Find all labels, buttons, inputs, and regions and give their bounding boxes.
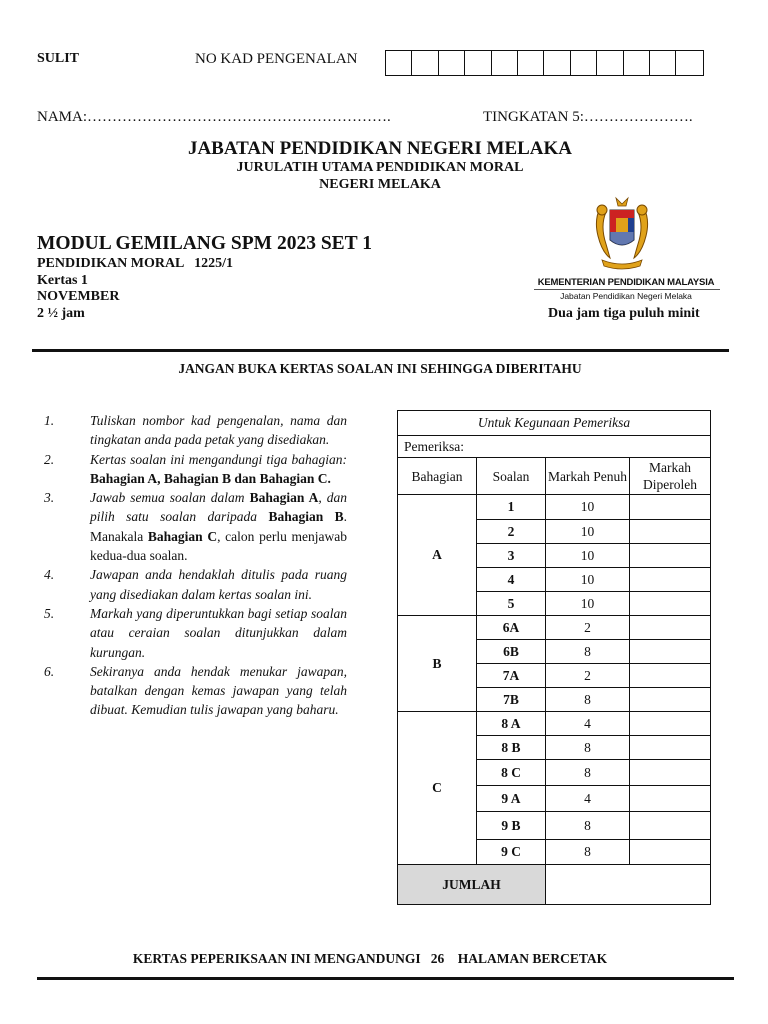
instruction-item: [37, 450, 347, 489]
instruction-text: [90, 565, 347, 604]
sulit-label: SULIT: [37, 51, 80, 66]
instruction-bold-text: Bahagian B: [268, 509, 344, 525]
instruction-bold-text: Bahagian A: [249, 490, 319, 506]
question-cell: 3: [477, 544, 546, 568]
instruction-text-part: Jawab semua soalan dalam: [90, 490, 250, 506]
obtained-marks-cell[interactable]: [630, 495, 711, 520]
ic-box[interactable]: [571, 51, 597, 75]
question-cell: 9 B: [477, 812, 546, 840]
table-row: [398, 616, 711, 640]
full-marks-cell: 8: [546, 640, 630, 664]
table-row: [398, 712, 711, 736]
question-cell: 9 A: [477, 786, 546, 812]
full-marks-cell: 8: [546, 760, 630, 786]
subject-code: PENDIDIKAN MORAL 1225/1: [37, 256, 234, 271]
question-cell: 6A: [477, 616, 546, 640]
question-cell: 8 C: [477, 760, 546, 786]
duration-words: Dua jam tiga puluh minit: [548, 306, 700, 321]
form-field: TINGKATAN 5:………………….: [483, 109, 693, 125]
obtained-marks-cell[interactable]: [630, 840, 711, 865]
instruction-number: 4.: [44, 567, 55, 583]
instruction-bold-text: Bahagian C: [147, 528, 218, 544]
question-cell: 7A: [477, 664, 546, 688]
obtained-marks-cell[interactable]: [630, 812, 711, 840]
malaysia-coat-of-arms-logo: [580, 196, 664, 277]
instruction-text-part: Sekiranya anda hendak menukar jawapan, batalkan dengan kemas jawapan yang telah dibuat. Kemudian tulis jawapan yang baharu.: [90, 663, 347, 718]
full-marks-cell: 2: [546, 616, 630, 640]
ministry-name: KEMENTERIAN PENDIDIKAN MALAYSIA: [537, 277, 715, 288]
department-title: JABATAN PENDIDIKAN NEGERI MELAKA: [187, 138, 573, 159]
exam-month: NOVEMBER: [37, 289, 120, 304]
paper-number: Kertas 1: [37, 273, 88, 288]
col-header-soalan: Soalan: [477, 458, 546, 495]
col-header-markah-penuh: Markah Penuh: [546, 458, 630, 495]
duration: 2 ½ jam: [37, 306, 85, 321]
department-name: Jabatan Pendidikan Negeri Melaka: [560, 291, 692, 301]
ic-box[interactable]: [676, 51, 702, 75]
obtained-marks-cell[interactable]: [630, 688, 711, 712]
instruction-text-part: , calon perlu menjawab kedua-dua soalan.: [90, 528, 347, 564]
subtitle-line-1: JURULATIH UTAMA PENDIDIKAN MORAL: [236, 160, 524, 175]
instruction-item: [37, 411, 347, 450]
instruction-text: [90, 662, 347, 720]
obtained-marks-cell[interactable]: [630, 592, 711, 616]
total-value-cell[interactable]: [546, 865, 711, 905]
instruction-text-part: Tuliskan nombor kad pengenalan, nama dan tingkatan anda pada petak yang disediakan.: [90, 413, 347, 448]
instruction-bold-text: Bahagian A, Bahagian B dan Bahagian C.: [90, 470, 331, 486]
instruction-number: 6.: [44, 663, 55, 679]
question-cell: 8 B: [477, 736, 546, 760]
ic-box[interactable]: [597, 51, 623, 75]
ic-number-label: NO KAD PENGENALAN: [195, 51, 358, 67]
ic-box[interactable]: [624, 51, 650, 75]
instruction-text: [90, 604, 347, 662]
instruction-text-part: Markah yang diperuntukkan bagi setiap soalan atau ceraian soalan ditunjukkan dalam kurungan.: [90, 605, 347, 660]
ic-box[interactable]: [544, 51, 570, 75]
ic-box[interactable]: [465, 51, 491, 75]
subtitle-line-2: NEGERI MELAKA: [319, 177, 441, 192]
examiner-field: Pemeriksa:: [398, 436, 711, 458]
full-marks-cell: 4: [546, 786, 630, 812]
examiner-marks-table: [397, 410, 711, 905]
question-cell: 8 A: [477, 712, 546, 736]
question-cell: 9 C: [477, 840, 546, 865]
full-marks-cell: 8: [546, 736, 630, 760]
logo-divider: [534, 289, 720, 290]
instruction-item: [37, 488, 347, 565]
section-cell: A: [398, 495, 477, 616]
ic-box[interactable]: [412, 51, 438, 75]
ic-number-boxes[interactable]: [385, 50, 704, 76]
obtained-marks-cell[interactable]: [630, 520, 711, 544]
full-marks-cell: 2: [546, 664, 630, 688]
question-cell: 7B: [477, 688, 546, 712]
question-cell: 5: [477, 592, 546, 616]
instruction-text: [90, 450, 347, 489]
full-marks-cell: 10: [546, 495, 630, 520]
obtained-marks-cell[interactable]: [630, 664, 711, 688]
name-field: NAMA:…………………………………………………….: [37, 109, 391, 125]
page-count-footer: KERTAS PEPERIKSAAN INI MENGANDUNGI 26 HALAMAN BERCETAK: [132, 951, 608, 966]
instruction-text: [90, 411, 347, 450]
ic-box[interactable]: [650, 51, 676, 75]
instruction-text-part: . Manakala: [90, 509, 348, 544]
warning-text: JANGAN BUKA KERTAS SOALAN INI SEHINGGA DIBERITAHU: [178, 361, 582, 376]
ic-box[interactable]: [492, 51, 518, 75]
section-cell: C: [398, 712, 477, 865]
obtained-marks-cell[interactable]: [630, 544, 711, 568]
question-cell: 1: [477, 495, 546, 520]
table-title: Untuk Kegunaan Pemeriksa: [398, 411, 711, 436]
module-title: MODUL GEMILANG SPM 2023 SET 1: [37, 233, 372, 254]
full-marks-cell: 10: [546, 568, 630, 592]
full-marks-cell: 10: [546, 544, 630, 568]
obtained-marks-cell[interactable]: [630, 760, 711, 786]
col-header-bahagian: Bahagian: [398, 458, 477, 495]
instruction-item: [37, 662, 347, 720]
instructions-list: [37, 411, 347, 720]
instruction-number: 3.: [44, 490, 55, 506]
obtained-marks-cell[interactable]: [630, 736, 711, 760]
instruction-text-part: Jawapan anda hendaklah ditulis pada ruang yang disediakan dalam kertas soalan ini.: [90, 567, 347, 602]
section-cell: B: [398, 616, 477, 712]
table-row: [398, 495, 711, 520]
col-header-markah-diperoleh: Markah Diperoleh: [630, 458, 711, 495]
obtained-marks-cell[interactable]: [630, 616, 711, 640]
ic-box[interactable]: [439, 51, 465, 75]
question-cell: 2: [477, 520, 546, 544]
bottom-divider: [37, 977, 734, 980]
instruction-text: [90, 488, 347, 565]
obtained-marks-cell[interactable]: [630, 640, 711, 664]
full-marks-cell: 10: [546, 520, 630, 544]
instruction-item: [37, 604, 347, 662]
instruction-number: 1.: [44, 413, 55, 428]
instruction-text-part: Kertas soalan ini mengandungi tiga bahagian:: [90, 451, 347, 467]
full-marks-cell: 8: [546, 688, 630, 712]
obtained-marks-cell[interactable]: [630, 568, 711, 592]
full-marks-cell: 8: [546, 840, 630, 865]
top-divider: [32, 349, 729, 352]
ic-box[interactable]: [518, 51, 544, 75]
total-label: JUMLAH: [398, 865, 546, 905]
instruction-number: 2.: [44, 451, 55, 467]
instruction-number: 5.: [44, 605, 55, 621]
full-marks-cell: 10: [546, 592, 630, 616]
instruction-item: [37, 565, 347, 604]
full-marks-cell: 4: [546, 712, 630, 736]
obtained-marks-cell[interactable]: [630, 786, 711, 812]
obtained-marks-cell[interactable]: [630, 712, 711, 736]
total-row: [398, 865, 711, 905]
full-marks-cell: 8: [546, 812, 630, 840]
instruction-text-part: , dan pilih satu soalan daripada: [90, 490, 347, 525]
question-cell: 6B: [477, 640, 546, 664]
question-cell: 4: [477, 568, 546, 592]
ic-box[interactable]: [386, 51, 412, 75]
